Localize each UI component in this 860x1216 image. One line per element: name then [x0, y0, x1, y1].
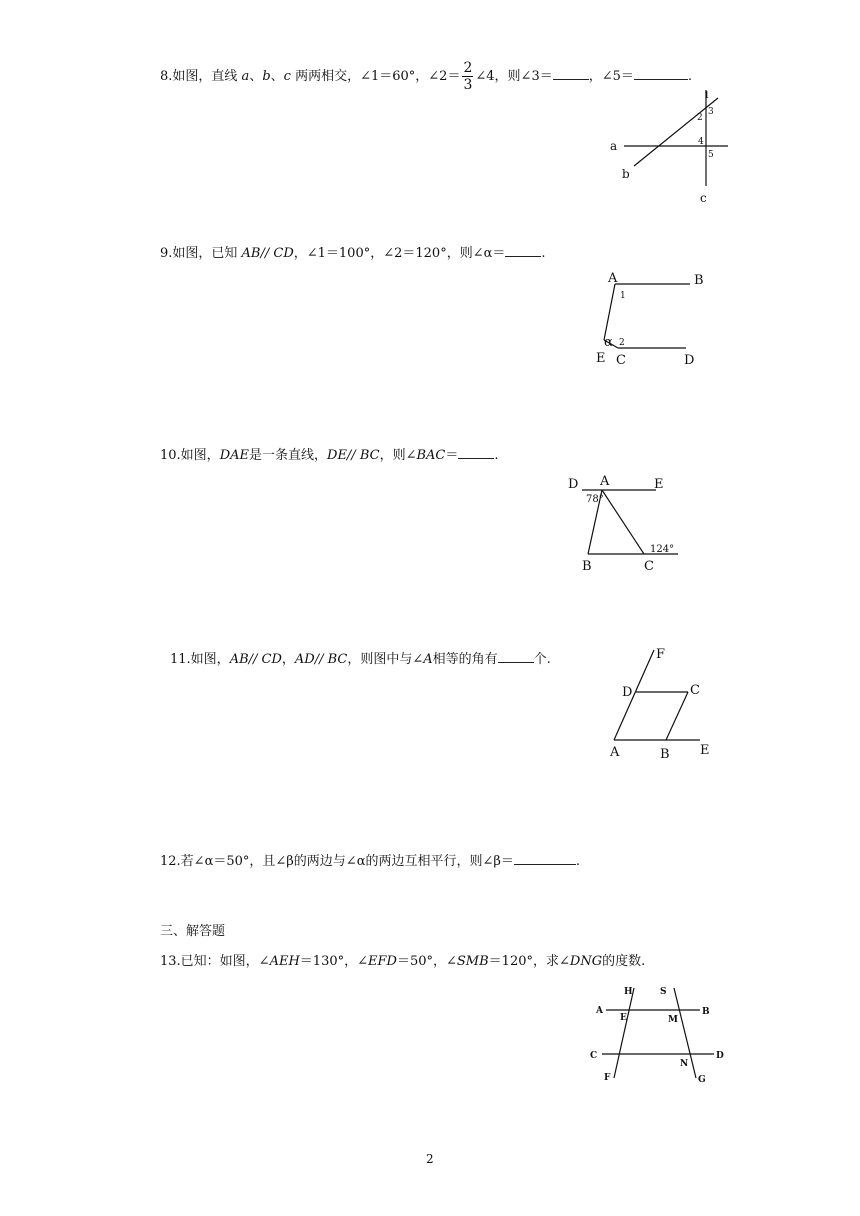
q9-blank-alpha[interactable]	[505, 244, 541, 257]
question-10	[160, 446, 499, 465]
q13-label-M: M	[668, 1015, 678, 1025]
q13-label-S: S	[660, 987, 667, 997]
q10-label-C: C	[644, 559, 654, 574]
q9-label-alpha: α	[604, 335, 613, 350]
q13-label-B: B	[702, 1007, 710, 1017]
question-9	[160, 244, 546, 263]
q11-end: 个.	[533, 652, 551, 667]
q11-blank[interactable]	[498, 650, 534, 663]
q10-end: .	[494, 448, 499, 463]
q9-end: .	[541, 246, 546, 261]
q8-prefix: 8.如图，直线	[160, 69, 242, 84]
q13-label-F: F	[604, 1073, 611, 1083]
q8-mid: 两两相交，∠1＝60°，∠2＝	[290, 69, 461, 84]
q9-parallel: AB// CD	[241, 246, 294, 261]
question-13	[160, 953, 645, 971]
q10-label-E: E	[654, 477, 664, 492]
q9-label-D: D	[684, 353, 695, 368]
q8-label-2: 2	[697, 113, 703, 123]
q13-aeh: AEH	[269, 954, 300, 969]
q10-figure	[562, 472, 692, 576]
q9-label-E: E	[596, 351, 606, 366]
q13-m1: ＝130°，∠	[299, 954, 369, 969]
q8-var-b: b	[262, 69, 271, 84]
q10-mid: 是一条直线，	[249, 448, 328, 463]
q9-label-2: 2	[619, 338, 625, 348]
q13-end: 的度数.	[602, 954, 646, 969]
q11-mid2: 相等的角有	[432, 652, 498, 667]
q8-label-5: 5	[708, 150, 714, 160]
q8-label-1: 1	[704, 91, 710, 101]
q8-sep2: 、	[270, 69, 284, 84]
q10-prefix: 10.如图，	[160, 448, 220, 463]
q10-bac: BAC	[416, 448, 446, 463]
q13-m2: ＝50°，∠	[396, 954, 457, 969]
q13-label-H: H	[624, 987, 633, 997]
q11-label-C: C	[690, 683, 700, 698]
q9-label-B: B	[694, 273, 704, 288]
q8-label-3: 3	[708, 107, 714, 117]
q11-p1: AB// CD	[229, 652, 282, 667]
q11-p2: AD// BC	[294, 652, 348, 667]
q9-label-A: A	[608, 271, 618, 286]
q8-blank-5[interactable]	[634, 67, 688, 80]
q8-tail2: ，∠5＝	[588, 69, 634, 84]
q8-blank-3[interactable]	[553, 67, 589, 80]
q13-dng: DNG	[569, 954, 603, 969]
q8-fraction	[462, 60, 473, 93]
section-heading: 三、解答题	[160, 924, 226, 939]
q12-end: .	[575, 854, 581, 869]
q11-mid: ，则图中与∠	[347, 652, 424, 667]
q13-label-C: C	[590, 1051, 598, 1061]
q13-label-G: G	[698, 1075, 706, 1085]
q10-eq: ＝	[445, 448, 459, 463]
q13-smb: SMB	[456, 954, 489, 969]
q13-efd: EFD	[368, 954, 397, 969]
q13-m3: ＝120°，求∠	[488, 954, 570, 969]
q10-mid2: ，则∠	[379, 448, 417, 463]
q8-var-c: c	[283, 69, 291, 84]
q8-figure	[600, 86, 740, 210]
q10-label-A: A	[600, 474, 610, 489]
q13-prefix: 13.已知：如图，∠	[160, 954, 270, 969]
q10-label-124: 124°	[650, 544, 675, 555]
question-12	[160, 852, 580, 871]
q11-label-E: E	[700, 743, 710, 758]
q11-prefix: 11.如图，	[170, 652, 230, 667]
q8-label-a: a	[610, 139, 618, 153]
q11-label-B: B	[660, 747, 670, 762]
q8-label-c: c	[700, 191, 707, 205]
q8-label-4: 4	[698, 137, 704, 147]
q10-parallel: DE// BC	[327, 448, 380, 463]
q13-figure	[588, 982, 728, 1092]
q11-a: A	[423, 652, 433, 667]
q8-frac-num: 2	[463, 60, 473, 76]
q13-label-D: D	[716, 1051, 724, 1061]
question-11	[170, 650, 551, 669]
q8-var-a: a	[241, 69, 250, 84]
q8-tail: ∠4，则∠3＝	[475, 69, 553, 84]
q10-label-B: B	[582, 559, 592, 574]
q13-label-E: E	[620, 1013, 627, 1023]
q9-figure	[592, 268, 712, 372]
q10-label-D: D	[568, 477, 579, 492]
q9-label-1: 1	[620, 291, 626, 301]
q12-blank[interactable]	[514, 852, 576, 865]
q13-label-A: A	[596, 1006, 603, 1016]
q8-frac-den: 3	[463, 77, 473, 93]
q9-mid: ，∠1＝100°，∠2＝120°，则∠α＝	[293, 246, 506, 261]
q11-sep: ，	[281, 652, 295, 667]
q9-prefix: 9.如图，已知	[160, 246, 242, 261]
q10-label-78: 78°	[586, 494, 604, 505]
q11-label-F: F	[656, 647, 666, 662]
q13-label-N: N	[680, 1059, 689, 1069]
page-number: 2	[426, 1152, 434, 1166]
q9-label-C: C	[616, 353, 626, 368]
q8-end: .	[687, 69, 693, 84]
q8-sep1: 、	[249, 69, 263, 84]
q11-figure	[604, 642, 724, 762]
q10-dae: DAE	[219, 448, 249, 463]
q10-blank[interactable]	[458, 446, 494, 459]
q11-label-A: A	[610, 745, 620, 760]
q11-label-D: D	[622, 685, 633, 700]
q8-label-b: b	[622, 167, 630, 181]
q12-text: 12.若∠α＝50°，且∠β的两边与∠α的两边互相平行，则∠β＝	[160, 854, 514, 869]
